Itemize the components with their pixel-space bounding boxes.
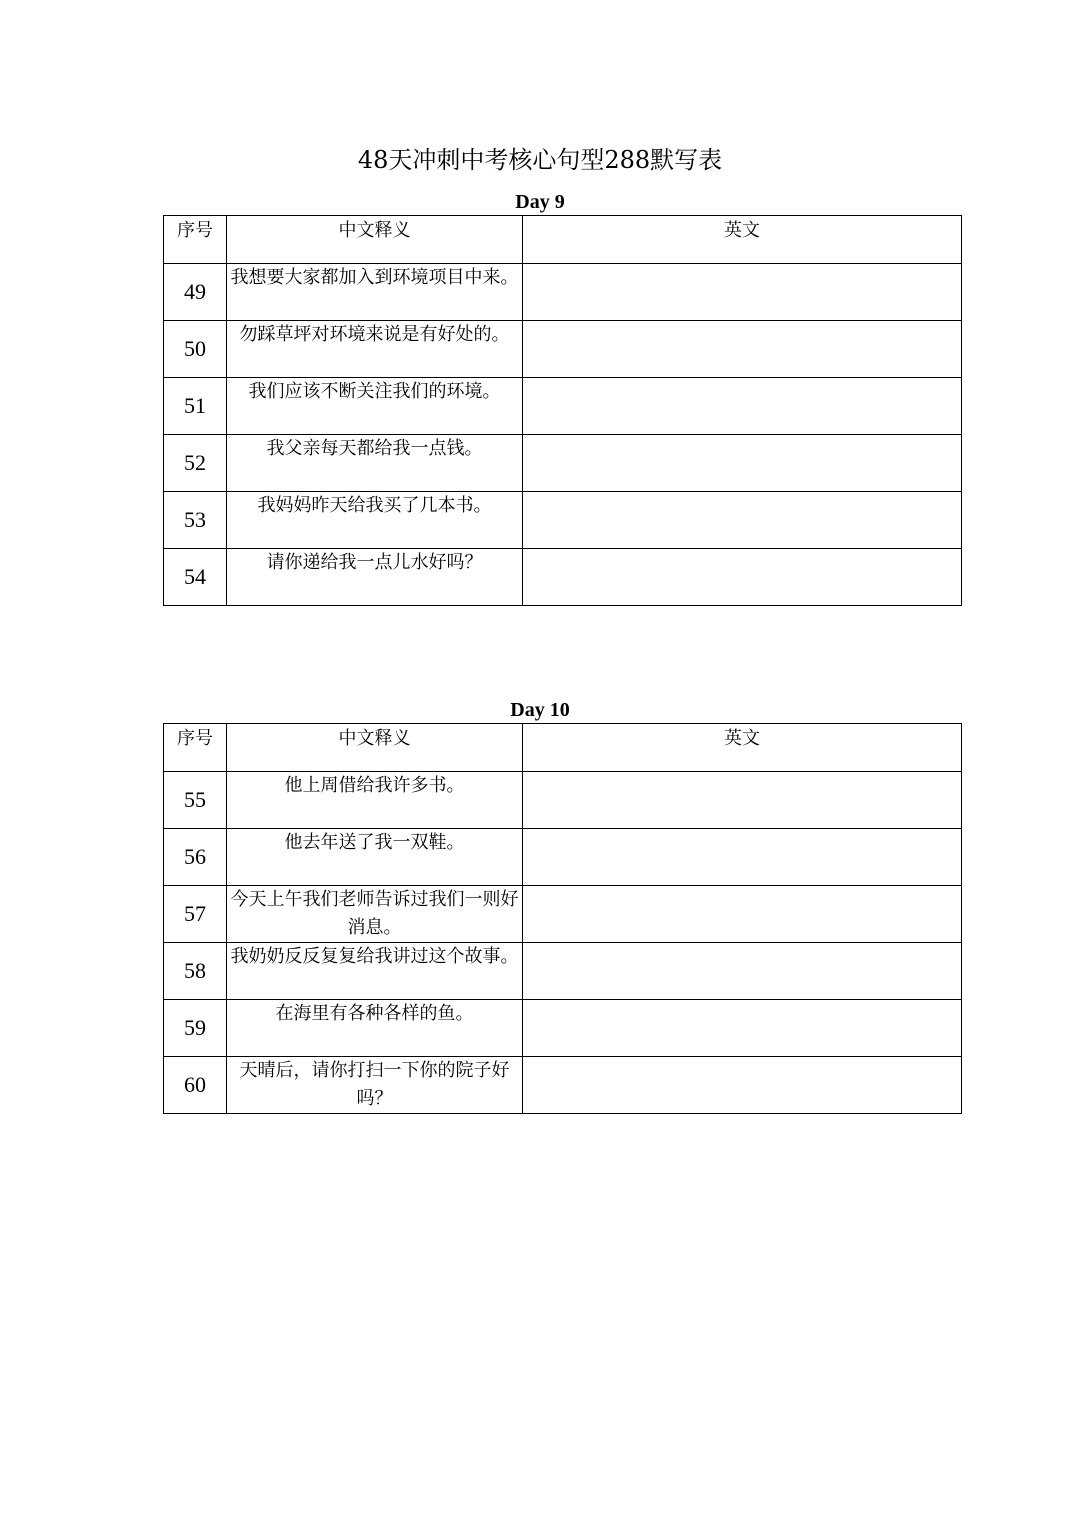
chinese-sentence: 我妈妈昨天给我买了几本书。 bbox=[227, 492, 523, 549]
english-answer-cell[interactable] bbox=[523, 435, 962, 492]
table-row bbox=[164, 829, 962, 886]
day-10-table bbox=[163, 723, 962, 1114]
day-9-table bbox=[163, 215, 962, 606]
row-number: 57 bbox=[164, 886, 227, 943]
table-row bbox=[164, 549, 962, 606]
row-number: 52 bbox=[164, 435, 227, 492]
column-header-number: 序号 bbox=[164, 724, 227, 772]
row-number: 55 bbox=[164, 772, 227, 829]
column-header-english: 英文 bbox=[523, 216, 962, 264]
column-header-chinese: 中文释义 bbox=[227, 724, 523, 772]
english-answer-cell[interactable] bbox=[523, 1000, 962, 1057]
row-number: 53 bbox=[164, 492, 227, 549]
table-row bbox=[164, 435, 962, 492]
column-header-chinese: 中文释义 bbox=[227, 216, 523, 264]
english-answer-cell[interactable] bbox=[523, 378, 962, 435]
day-9-heading: Day 9 bbox=[515, 191, 565, 213]
table-row bbox=[164, 772, 962, 829]
table-header-row bbox=[164, 216, 962, 264]
chinese-sentence: 天晴后，请你打扫一下你的院子好吗？ bbox=[227, 1057, 523, 1114]
chinese-sentence: 我父亲每天都给我一点钱。 bbox=[227, 435, 523, 492]
row-number: 59 bbox=[164, 1000, 227, 1057]
column-header-english: 英文 bbox=[523, 724, 962, 772]
day-10-heading: Day 10 bbox=[510, 699, 570, 721]
table-row bbox=[164, 1057, 962, 1114]
english-answer-cell[interactable] bbox=[523, 829, 962, 886]
english-answer-cell[interactable] bbox=[523, 492, 962, 549]
table-row bbox=[164, 943, 962, 1000]
row-number: 56 bbox=[164, 829, 227, 886]
table-row bbox=[164, 886, 962, 943]
row-number: 50 bbox=[164, 321, 227, 378]
english-answer-cell[interactable] bbox=[523, 1057, 962, 1114]
table-header-row bbox=[164, 724, 962, 772]
chinese-sentence: 在海里有各种各样的鱼。 bbox=[227, 1000, 523, 1057]
english-answer-cell[interactable] bbox=[523, 549, 962, 606]
table-row bbox=[164, 321, 962, 378]
column-header-number: 序号 bbox=[164, 216, 227, 264]
english-answer-cell[interactable] bbox=[523, 943, 962, 1000]
chinese-sentence: 勿踩草坪对环境来说是有好处的。 bbox=[227, 321, 523, 378]
table-row bbox=[164, 378, 962, 435]
chinese-sentence: 他去年送了我一双鞋。 bbox=[227, 829, 523, 886]
chinese-sentence: 请你递给我一点儿水好吗？ bbox=[227, 549, 523, 606]
table-row bbox=[164, 492, 962, 549]
chinese-sentence: 他上周借给我许多书。 bbox=[227, 772, 523, 829]
row-number: 51 bbox=[164, 378, 227, 435]
english-answer-cell[interactable] bbox=[523, 886, 962, 943]
table-row bbox=[164, 264, 962, 321]
english-answer-cell[interactable] bbox=[523, 772, 962, 829]
page-title: 48天冲刺中考核心句型288默写表 bbox=[357, 146, 723, 174]
english-answer-cell[interactable] bbox=[523, 321, 962, 378]
chinese-sentence: 今天上午我们老师告诉过我们一则好消息。 bbox=[227, 886, 523, 943]
row-number: 60 bbox=[164, 1057, 227, 1114]
chinese-sentence: 我们应该不断关注我们的环境。 bbox=[227, 378, 523, 435]
chinese-sentence: 我奶奶反反复复给我讲过这个故事。 bbox=[227, 943, 523, 1000]
table-row bbox=[164, 1000, 962, 1057]
chinese-sentence: 我想要大家都加入到环境项目中来。 bbox=[227, 264, 523, 321]
row-number: 58 bbox=[164, 943, 227, 1000]
english-answer-cell[interactable] bbox=[523, 264, 962, 321]
row-number: 49 bbox=[164, 264, 227, 321]
row-number: 54 bbox=[164, 549, 227, 606]
